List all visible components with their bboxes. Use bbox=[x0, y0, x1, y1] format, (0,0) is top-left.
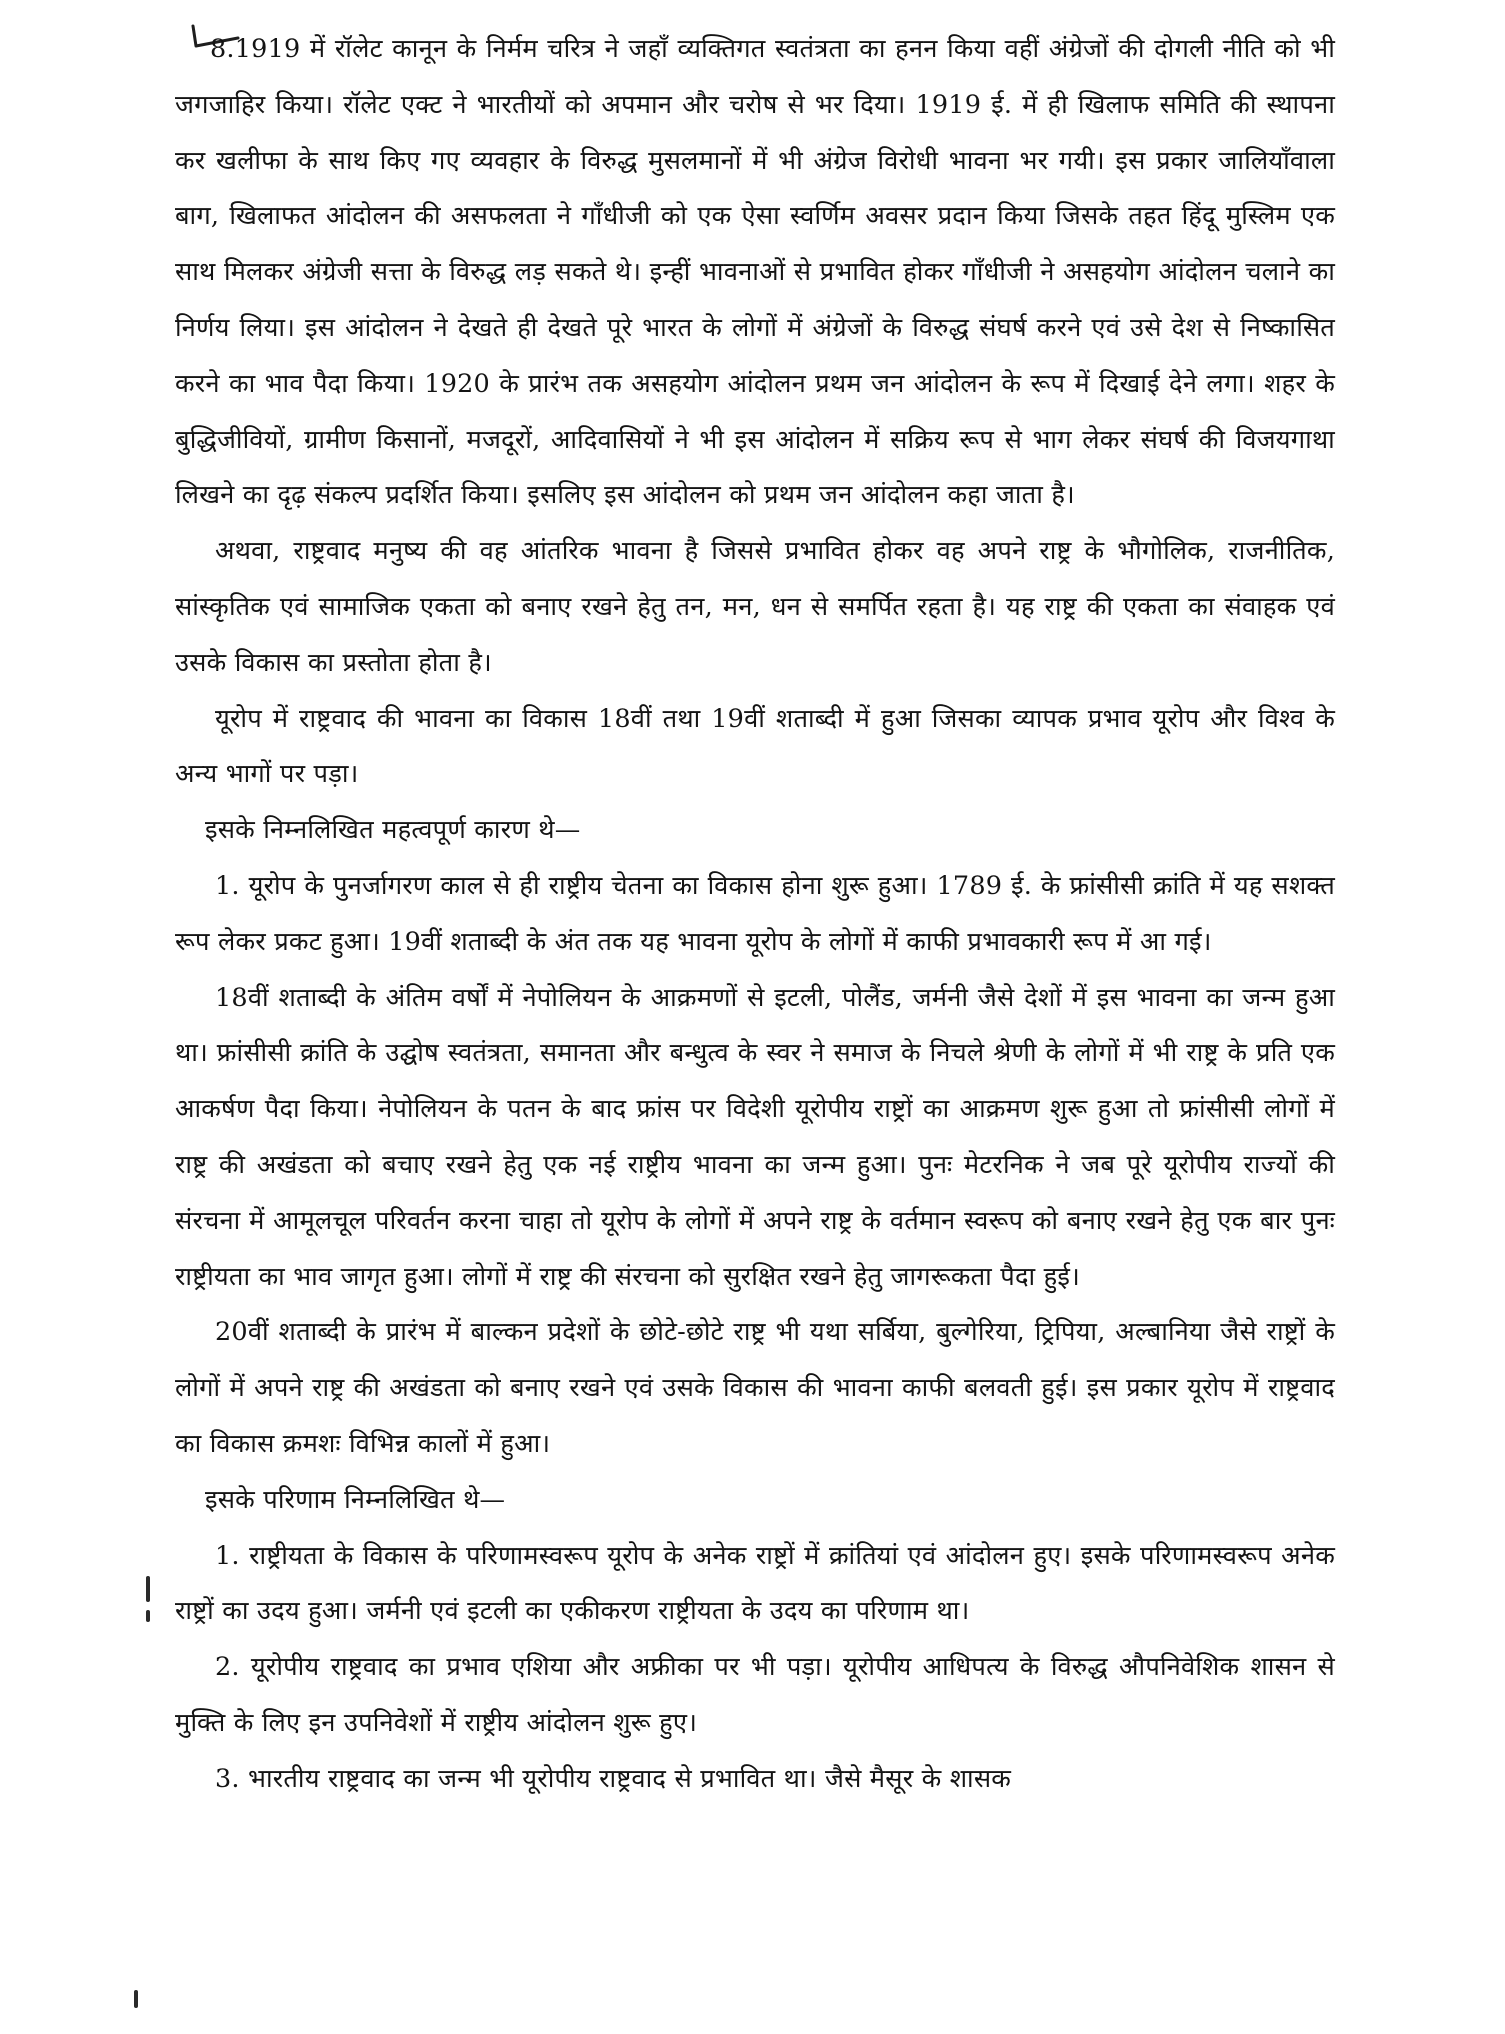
heading-causes: इसके निम्नलिखित महत्वपूर्ण कारण थे— bbox=[205, 815, 581, 846]
heading-results: इसके परिणाम निम्नलिखित थे— bbox=[205, 1484, 506, 1515]
paragraph-result-3: 3. भारतीय राष्ट्रवाद का जन्म भी यूरोपीय राष्ट्रवाद से प्रभावित था। जैसे मैसूर के शासक bbox=[215, 1763, 1012, 1794]
paragraph-cause-1: 1. यूरोप के पुनर्जागरण काल से ही राष्ट्रीय चेतना का विकास होना शुरू हुआ। 1789 ई. के फ्रांसीसी क्रांति में यह सशक्त रूप लेकर प्रकट हुआ। 19वीं शताब्दी के अंत तक यह भावना यूरोप के लोगों में काफी प्रभावकारी रूप में आ गई। bbox=[175, 870, 1335, 957]
paragraph-18th-century: 18वीं शताब्दी के अंतिम वर्षों में नेपोलियन के आक्रमणों से इटली, पोलैंड, जर्मनी जैसे देशों में इस भावना का जन्म हुआ था। फ्रांसीसी क्रांति के उद्घोष स्वतंत्रता, समानता और बन्धुत्व के स्वर ने समाज के निचले श्रेणी के लोगों में भी राष्ट्र के प्रति एक आकर्षण पैदा किया। नेपोलियन के पतन के बाद फ्रांस पर विदेशी यूरोपीय राष्ट्रों का आक्रमण शुरू हुआ तो फ्रांसीसी लोगों में राष्ट्र की अखंडता को बचाए रखने हेतु एक नई राष्ट्रीय भावना का जन्म हुआ। पुनः मेटरनिक ने जब पूरे यूरोपीय राज्यों की संरचना में आमूलचूल परिवर्तन करना चाहा तो यूरोप के लोगों में अपने राष्ट्र के वर्तमान स्वरूप को बनाए रखने हेतु एक बार पुनः राष्ट्रीयता का भाव जागृत हुआ। लोगों में राष्ट्र की संरचना को सुरक्षित रखने हेतु जागरूकता पैदा हुई। bbox=[175, 982, 1335, 1292]
margin-mark bbox=[146, 1576, 150, 1602]
margin-mark bbox=[134, 1990, 138, 2008]
paragraph-europe-nationalism: यूरोप में राष्ट्रवाद की भावना का विकास 18वीं तथा 19वीं शताब्दी में हुआ जिसका व्यापक प्रभाव यूरोप और विश्व के अन्य भागों पर पड़ा। bbox=[175, 703, 1335, 790]
margin-mark bbox=[146, 1610, 150, 1622]
paragraph-athava: अथवा, राष्ट्रवाद मनुष्य की वह आंतरिक भावना है जिससे प्रभावित होकर वह अपने राष्ट्र के भौगोलिक, राजनीतिक, सांस्कृतिक एवं सामाजिक एकता को बनाए रखने हेतु तन, मन, धन से समर्पित रहता है। यह राष्ट्र की एकता का संवाहक एवं उसके विकास का प्रस्तोता होता है। bbox=[175, 536, 1335, 678]
paragraph-20th-century: 20वीं शताब्दी के प्रारंभ में बाल्कन प्रदेशों के छोटे-छोटे राष्ट्र भी यथा सर्बिया, बुल्गेरिया, ट्रिपिया, अल्बानिया जैसे राष्ट्रों के लोगों में अपने राष्ट्र की अखंडता को बनाए रखने एवं उसके विकास की भावना काफी बलवती हुई। इस प्रकार यूरोप में राष्ट्रवाद का विकास क्रमशः विभिन्न कालों में हुआ। bbox=[175, 1317, 1335, 1459]
paragraph-answer-8: 8.1919 में रॉलेट कानून के निर्मम चरित्र ने जहाँ व्यक्तिगत स्वतंत्रता का हनन किया वहीं अंग्रेजों की दोगली नीति को भी जगजाहिर किया। रॉलेट एक्ट ने भारतीयों को अपमान और चरोष से भर दिया। 1919 ई. में ही खिलाफ समिति की स्थापना कर खलीफा के साथ किए गए व्यवहार के विरुद्ध मुसलमानों में भी अंग्रेज विरोधी भावना भर गयी। इस प्रकार जालियाँवाला बाग, खिलाफत आंदोलन की असफलता ने गाँधीजी को एक ऐसा स्वर्णिम अवसर प्रदान किया जिसके तहत हिंदू मुस्लिम एक साथ मिलकर अंग्रेजी सत्ता के विरुद्ध लड़ सकते थे। इन्हीं भावनाओं से प्रभावित होकर गाँधीजी ने असहयोग आंदोलन चलाने का निर्णय लिया। इस आंदोलन ने देखते ही देखते पूरे भारत के लोगों में अंग्रेजों के विरुद्ध संघर्ष करने एवं उसे देश से निष्कासित करने का भाव पैदा किया। 1920 के प्रारंभ तक असहयोग आंदोलन प्रथम जन आंदोलन के रूप में दिखाई देने लगा। शहर के बुद्धिजीवियों, ग्रामीण किसानों, मजदूरों, आदिवासियों ने भी इस आंदोलन में सक्रिय रूप से भाग लेकर संघर्ष की विजयगाथा लिखने का दृढ़ संकल्प प्रदर्शित किया। इसलिए इस आंदोलन को प्रथम जन आंदोलन कहा जाता है। bbox=[175, 34, 1335, 511]
paragraph-result-1: 1. राष्ट्रीयता के विकास के परिणामस्वरूप यूरोप के अनेक राष्ट्रों में क्रांतियां एवं आंदोलन हुए। इसके परिणामस्वरूप अनेक राष्ट्रों का उदय हुआ। जर्मनी एवं इटली का एकीकरण राष्ट्रीयता के उदय का परिणाम था। bbox=[175, 1540, 1335, 1627]
paragraph-result-2: 2. यूरोपीय राष्ट्रवाद का प्रभाव एशिया और अफ्रीका पर भी पड़ा। यूरोपीय आधिपत्य के विरुद्ध औपनिवेशिक शासन से मुक्ति के लिए इन उपनिवेशों में राष्ट्रीय आंदोलन शुरू हुए। bbox=[175, 1652, 1335, 1738]
text-body bbox=[175, 22, 1335, 1808]
